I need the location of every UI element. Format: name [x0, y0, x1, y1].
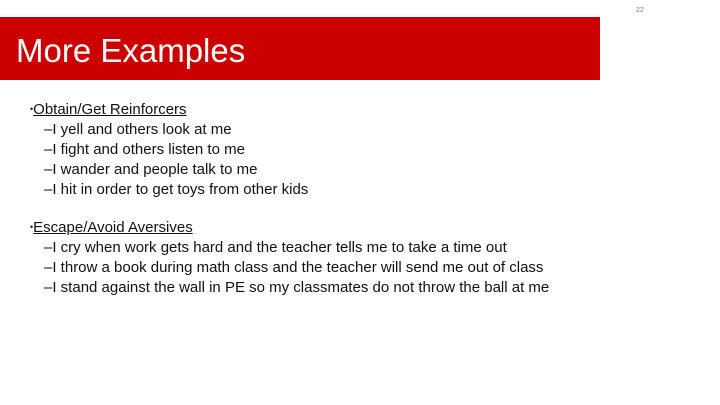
- bullet-icon: •: [30, 104, 34, 114]
- section-heading: [30, 217, 710, 238]
- section-obtain-reinforcers: [30, 99, 710, 200]
- list-item: [30, 120, 710, 140]
- section-escape-aversives: [30, 217, 710, 298]
- dash-icon: –: [44, 259, 53, 276]
- dash-icon: –: [44, 239, 53, 256]
- section-heading-label: Escape/Avoid Aversives: [33, 219, 193, 236]
- list-item: [30, 180, 710, 200]
- list-item-text: I cry when work gets hard and the teacher tells me to take a time out: [52, 239, 507, 256]
- list-item: [30, 278, 710, 298]
- list-item: [30, 160, 710, 180]
- example-list: [30, 238, 710, 298]
- list-item-text: I yell and others look at me: [52, 121, 232, 138]
- list-item-text: I hit in order to get toys from other kids: [52, 181, 309, 198]
- slide-title: More Examples: [16, 32, 246, 69]
- dash-icon: –: [44, 181, 53, 198]
- dash-icon: –: [44, 161, 53, 178]
- bullet-icon: •: [30, 222, 34, 232]
- dash-icon: –: [44, 141, 53, 158]
- list-item: [30, 238, 710, 258]
- example-list: [30, 120, 710, 200]
- list-item: [30, 258, 710, 278]
- list-item-text: I wander and people talk to me: [52, 161, 258, 178]
- list-item-text: I throw a book during math class and the teacher will send me out of class: [52, 259, 544, 276]
- slide-number: 22: [636, 7, 644, 14]
- section-heading: [30, 99, 710, 120]
- dash-icon: –: [44, 121, 53, 138]
- dash-icon: –: [44, 279, 53, 296]
- section-heading-label: Obtain/Get Reinforcers: [33, 101, 187, 118]
- slide-content: [30, 99, 710, 298]
- list-item: [30, 140, 710, 160]
- list-item-text: I fight and others listen to me: [52, 141, 245, 158]
- list-item-text: I stand against the wall in PE so my classmates do not throw the ball at me: [52, 279, 550, 296]
